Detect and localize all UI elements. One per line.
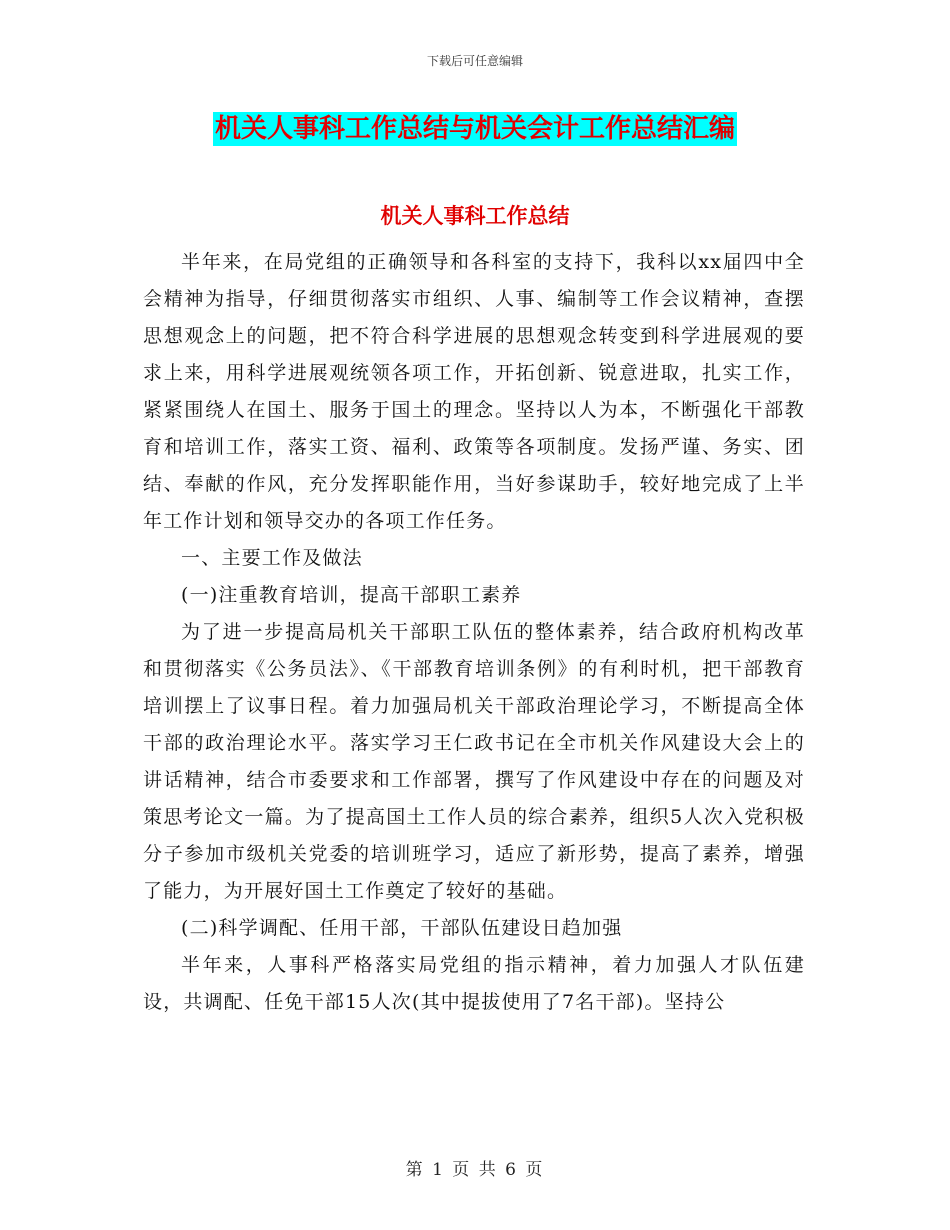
paragraph: 半年来，在局党组的正确领导和各科室的支持下，我科以xx届四中全会精神为指导，仔细贯彻落实市组织、人事、编制等工作会议精神，查摆思想观念上的问题，把不符合科学进展的思想观念转变到科学进展观的要求上来，用科学进展观统领各项工作，开拓创新、锐意进取，扎实工作，紧紧围绕人在国土、服务于国土的理念。坚持以人为本，不断强化干部教育和培训工作，落实工资、福利、政策等各项制度。发扬严谨、务实、团结、奉献的作风，充分发挥职能作用，当好参谋助手，较好地完成了上半年工作计划和领导交办的各项工作任务。 — [143, 251, 805, 532]
paragraph: 为了进一步提高局机关干部职工队伍的整体素养，结合政府机构改革和贯彻落实《公务员法》、《干部教育培训条例》的有利时机，把干部教育培训摆上了议事日程。着力加强局机关干部政治理论学习，不断提高全体干部的政治理论水平。落实学习王仁政书记在全市机关作风建设大会上的讲话精神，结合市委要求和工作部署，撰写了作风建设中存在的问题及对策思考论文一篇。为了提高国土工作人员的综合素养，组织5人次入党积极分子参加市级机关党委的培训班学习，适应了新形势，提高了素养，增强了能力，为开展好国土工作奠定了较好的基础。 — [143, 621, 805, 902]
subsection-heading: (一)注重教育培训，提高干部职工素养 — [181, 584, 522, 606]
section-title: 机关人事科工作总结 — [380, 203, 570, 228]
section-heading: 一、主要工作及做法 — [181, 547, 363, 569]
document-title: 机关人事科工作总结与机关会计工作总结汇编 — [214, 114, 735, 144]
title-wrap — [0, 112, 950, 146]
paragraph: 半年来，人事科严格落实局党组的指示精神，着力加强人才队伍建设，共调配、任免干部15人次(其中提拔使用了7名干部)。坚持公 — [143, 954, 805, 1013]
subsection-heading: (二)科学调配、任用干部，干部队伍建设日趋加强 — [181, 917, 623, 939]
document-body — [143, 244, 805, 1021]
page-header-note: 下载后可任意编辑 — [426, 54, 523, 68]
page-number: 第 1 页 共 6 页 — [405, 1160, 545, 1180]
